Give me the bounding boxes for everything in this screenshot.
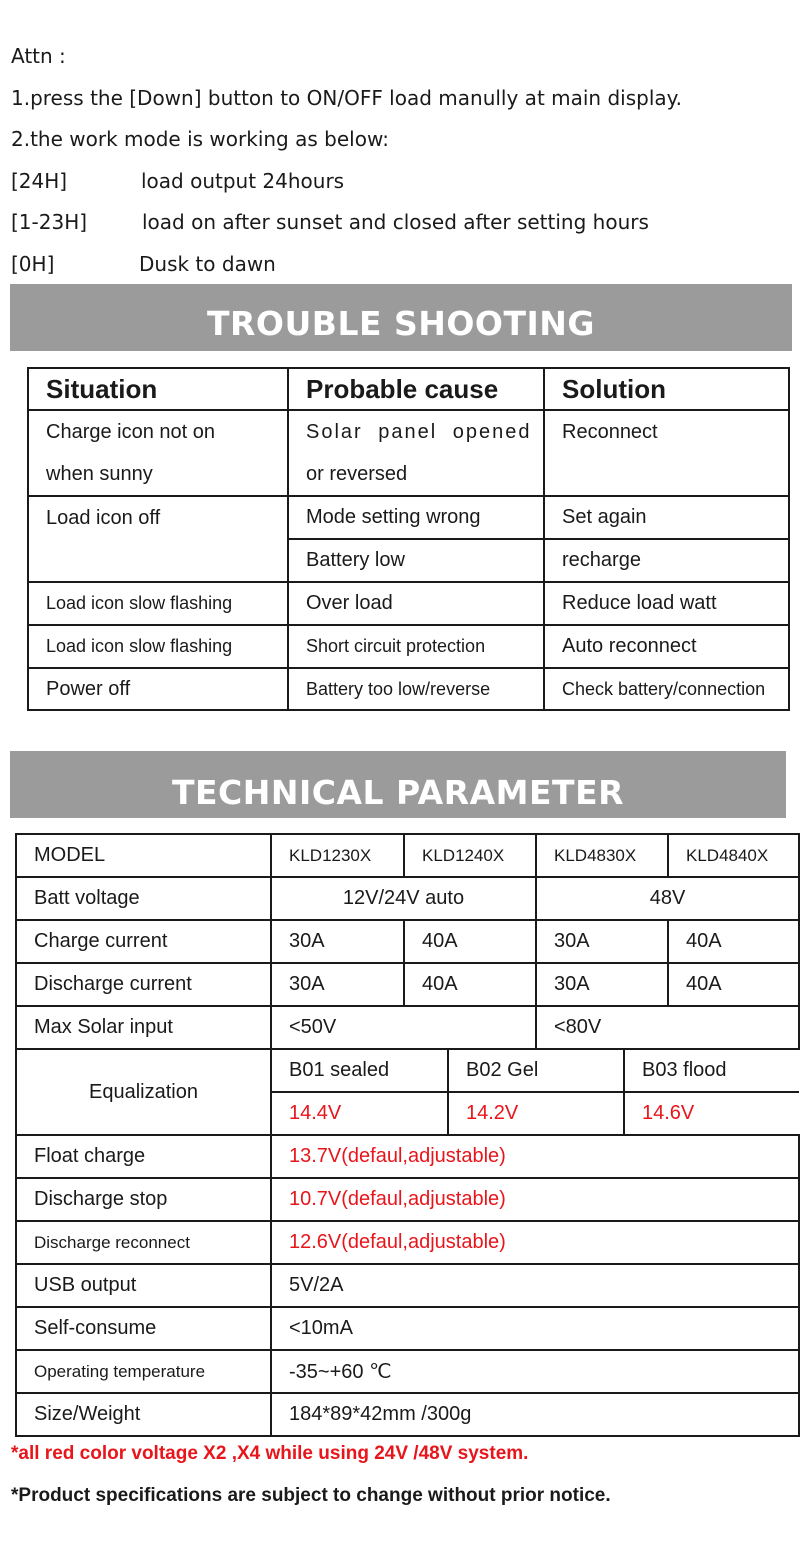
table-row — [16, 963, 799, 1006]
situation-cell: Load icon off — [28, 496, 288, 582]
solution-cell: recharge — [544, 539, 789, 582]
situation-text: when sunny — [46, 463, 153, 485]
table-row — [16, 920, 799, 963]
float-charge-value: 13.7V(defaul,adjustable) — [271, 1135, 799, 1178]
solution-cell: Check battery/connection — [544, 668, 789, 710]
value-cell: <50V — [271, 1006, 536, 1049]
header-probable-cause: Probable cause — [288, 368, 544, 410]
eq-type-cell: B01 sealed — [272, 1050, 448, 1092]
equalization-subtable — [272, 1050, 799, 1134]
table-row — [16, 1307, 799, 1350]
mode-tag: [24H] — [11, 169, 68, 193]
value-cell: 40A — [404, 920, 536, 963]
solution-cell: Reduce load watt — [544, 582, 789, 625]
attn-line-1: 1.press the [Down] button to ON/OFF load manully at main display. — [11, 86, 682, 110]
eq-type-cell: B03 flood — [624, 1050, 799, 1092]
table-row — [28, 625, 789, 668]
discharge-reconnect-value: 12.6V(defaul,adjustable) — [271, 1221, 799, 1264]
model-cell: KLD4830X — [536, 834, 668, 877]
value-cell: 30A — [271, 963, 404, 1006]
cause-cell: Battery too low/reverse — [288, 668, 544, 710]
solution-cell: Reconnect — [544, 410, 789, 496]
discharge-stop-value: 10.7V(defaul,adjustable) — [271, 1178, 799, 1221]
mode-tag: [1-23H] — [11, 210, 88, 234]
value-cell: 40A — [668, 920, 799, 963]
solution-cell: Auto reconnect — [544, 625, 789, 668]
value-cell: <80V — [536, 1006, 799, 1049]
cause-text: Solar panel opened — [306, 421, 532, 443]
spec-change-note: *Product specifications are subject to change without prior notice. — [11, 1485, 611, 1506]
table-row — [28, 410, 789, 496]
situation-cell: Load icon slow flashing — [28, 582, 288, 625]
table-row — [16, 834, 799, 877]
mode-desc: Dusk to dawn — [139, 252, 276, 276]
value-cell: 30A — [536, 963, 668, 1006]
size-weight-value: 184*89*42mm /300g — [271, 1393, 799, 1436]
model-cell: KLD1230X — [271, 834, 404, 877]
cause-cell: Battery low — [288, 539, 544, 582]
mode-1-23h — [11, 210, 649, 234]
table-row — [28, 668, 789, 710]
cause-text: or reversed — [306, 463, 408, 485]
table-header-row — [28, 368, 789, 410]
value-cell: 30A — [536, 920, 668, 963]
trouble-shooting-banner: TROUBLE SHOOTING — [10, 284, 792, 351]
eq-value-cell: 14.6V — [624, 1092, 799, 1134]
batt-voltage-48: 48V — [536, 877, 799, 920]
table-row — [16, 1393, 799, 1436]
table-row — [16, 1178, 799, 1221]
model-label: MODEL — [16, 834, 271, 877]
model-cell: KLD4840X — [668, 834, 799, 877]
value-cell: 40A — [404, 963, 536, 1006]
cause-cell: Over load — [288, 582, 544, 625]
cause-cell: Short circuit protection — [288, 625, 544, 668]
mode-0h — [11, 252, 276, 276]
float-charge-label: Float charge — [16, 1135, 271, 1178]
cause-cell: Mode setting wrong — [288, 496, 544, 539]
discharge-stop-label: Discharge stop — [16, 1178, 271, 1221]
table-row — [16, 1006, 799, 1049]
table-row — [16, 877, 799, 920]
table-row — [16, 1049, 799, 1135]
batt-voltage-12-24: 12V/24V auto — [271, 877, 536, 920]
situation-cell — [28, 410, 288, 496]
charge-current-label: Charge current — [16, 920, 271, 963]
self-consume-label: Self-consume — [16, 1307, 271, 1350]
discharge-reconnect-label: Discharge reconnect — [16, 1221, 271, 1264]
table-row — [28, 582, 789, 625]
value-cell: 40A — [668, 963, 799, 1006]
solution-cell: Set again — [544, 496, 789, 539]
red-voltage-note: *all red color voltage X2 ,X4 while using 24V /48V system. — [11, 1443, 529, 1464]
size-weight-label: Size/Weight — [16, 1393, 271, 1436]
self-consume-value: <10mA — [271, 1307, 799, 1350]
usb-output-value: 5V/2A — [271, 1264, 799, 1307]
attn-line-2: 2.the work mode is working as below: — [11, 127, 389, 151]
usb-output-label: USB output — [16, 1264, 271, 1307]
header-solution: Solution — [544, 368, 789, 410]
table-row — [28, 496, 789, 539]
mode-24h — [11, 169, 344, 193]
batt-voltage-label: Batt voltage — [16, 877, 271, 920]
situation-cell: Load icon slow flashing — [28, 625, 288, 668]
table-row — [16, 1135, 799, 1178]
discharge-current-label: Discharge current — [16, 963, 271, 1006]
model-cell: KLD1240X — [404, 834, 536, 877]
eq-value-cell: 14.4V — [272, 1092, 448, 1134]
mode-desc: load on after sunset and closed after setting hours — [142, 210, 649, 234]
cause-cell — [288, 410, 544, 496]
mode-desc: load output 24hours — [141, 169, 345, 193]
max-solar-input-label: Max Solar input — [16, 1006, 271, 1049]
technical-parameter-table — [15, 833, 800, 1437]
trouble-shooting-table — [27, 367, 790, 711]
mode-tag: [0H] — [11, 252, 55, 276]
eq-value-cell: 14.2V — [448, 1092, 624, 1134]
table-row — [16, 1221, 799, 1264]
attn-title: Attn : — [11, 44, 66, 68]
equalization-grid — [271, 1049, 799, 1135]
header-situation: Situation — [28, 368, 288, 410]
value-cell: 30A — [271, 920, 404, 963]
operating-temperature-label: Operating temperature — [16, 1350, 271, 1393]
operating-temperature-value: -35~+60 ℃ — [271, 1350, 799, 1393]
situation-cell: Power off — [28, 668, 288, 710]
technical-parameter-banner: TECHNICAL PARAMETER — [10, 751, 786, 818]
situation-text: Charge icon not on — [46, 421, 216, 443]
table-row — [16, 1264, 799, 1307]
table-row — [16, 1350, 799, 1393]
equalization-label: Equalization — [16, 1049, 271, 1135]
eq-type-cell: B02 Gel — [448, 1050, 624, 1092]
